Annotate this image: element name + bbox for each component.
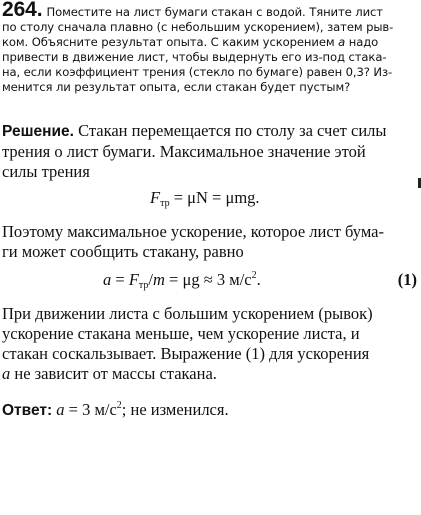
answer-value: = 3 м/с xyxy=(64,400,117,419)
problem-text: ком. Объясните результат опыта. С каким ускорением xyxy=(2,35,335,49)
answer-line xyxy=(2,396,417,421)
solution-line: При движении листа с большим ускорением (рывок) xyxy=(2,304,373,323)
problem-number: 264. xyxy=(2,0,43,21)
problem-text: надо xyxy=(348,35,379,49)
solution-line: ускорение стакана меньше, чем ускорение листа, и xyxy=(2,324,360,343)
variable-a: a xyxy=(338,35,346,49)
solution-intro xyxy=(2,121,417,182)
problem-statement xyxy=(2,2,417,95)
formula-rest: = μN = μmg. xyxy=(169,188,260,207)
solution-text: не зависит от массы стакана. xyxy=(10,364,217,383)
solution-line: трения о лист бумаги. Максимальное значение этой xyxy=(2,142,366,161)
symbol-F: F xyxy=(128,270,139,289)
solution-line: ги может сообщить стакану, равно xyxy=(2,242,244,261)
solution-label: Решение. xyxy=(2,123,74,140)
subscript-tr: тр xyxy=(138,280,149,291)
solution-line xyxy=(2,121,417,142)
variable-a: a xyxy=(2,364,11,383)
problem-line: менится ли результат опыта, если стакан будет пустым? xyxy=(2,80,351,94)
symbol-m: m xyxy=(153,270,165,289)
equals: = xyxy=(111,270,129,289)
problem-line xyxy=(2,35,417,50)
answer xyxy=(2,396,417,421)
solution-middle xyxy=(2,222,417,262)
answer-text: ; не изменился. xyxy=(121,400,229,419)
answer-label: Ответ: xyxy=(2,402,53,419)
formula-friction-force xyxy=(150,188,260,209)
variable-a: a xyxy=(56,400,65,419)
superscript-2: 2 xyxy=(116,400,122,411)
equation-number: (1) xyxy=(397,270,417,289)
solution-conclusion xyxy=(2,304,417,384)
problem-line: привести в движение лист, чтобы выдернуть его из-под стака- xyxy=(2,50,387,64)
subscript-tr: тр xyxy=(160,198,170,209)
formula-rest: = μg ≈ 3 м/с xyxy=(164,270,252,289)
problem-line xyxy=(2,2,417,20)
solution-line: стакан соскальзывает. Выражение (1) для ускорения xyxy=(2,344,370,363)
solution-line: Поэтому максимальное ускорение, которое лист бума- xyxy=(2,222,384,241)
solution-line: силы трения xyxy=(2,162,90,181)
slash: / xyxy=(148,270,153,289)
formula-max-acceleration xyxy=(103,270,261,291)
problem-text: Поместите на лист бумаги стакан с водой. Тяните лист xyxy=(46,5,383,19)
solution-line xyxy=(2,364,417,384)
symbol-a: a xyxy=(103,270,112,289)
problem-line: на, если коэффициент трения (стекло по бумаге) равен 0,3? Из- xyxy=(2,65,393,79)
problem-line: по столу сначала плавно (с небольшим ускорением), затем рыв- xyxy=(2,20,394,34)
superscript-2: 2 xyxy=(251,270,257,281)
formula-end: . xyxy=(256,270,261,289)
symbol-F: F xyxy=(150,188,161,207)
solution-text: Стакан перемещается по столу за счет силы xyxy=(78,121,387,140)
